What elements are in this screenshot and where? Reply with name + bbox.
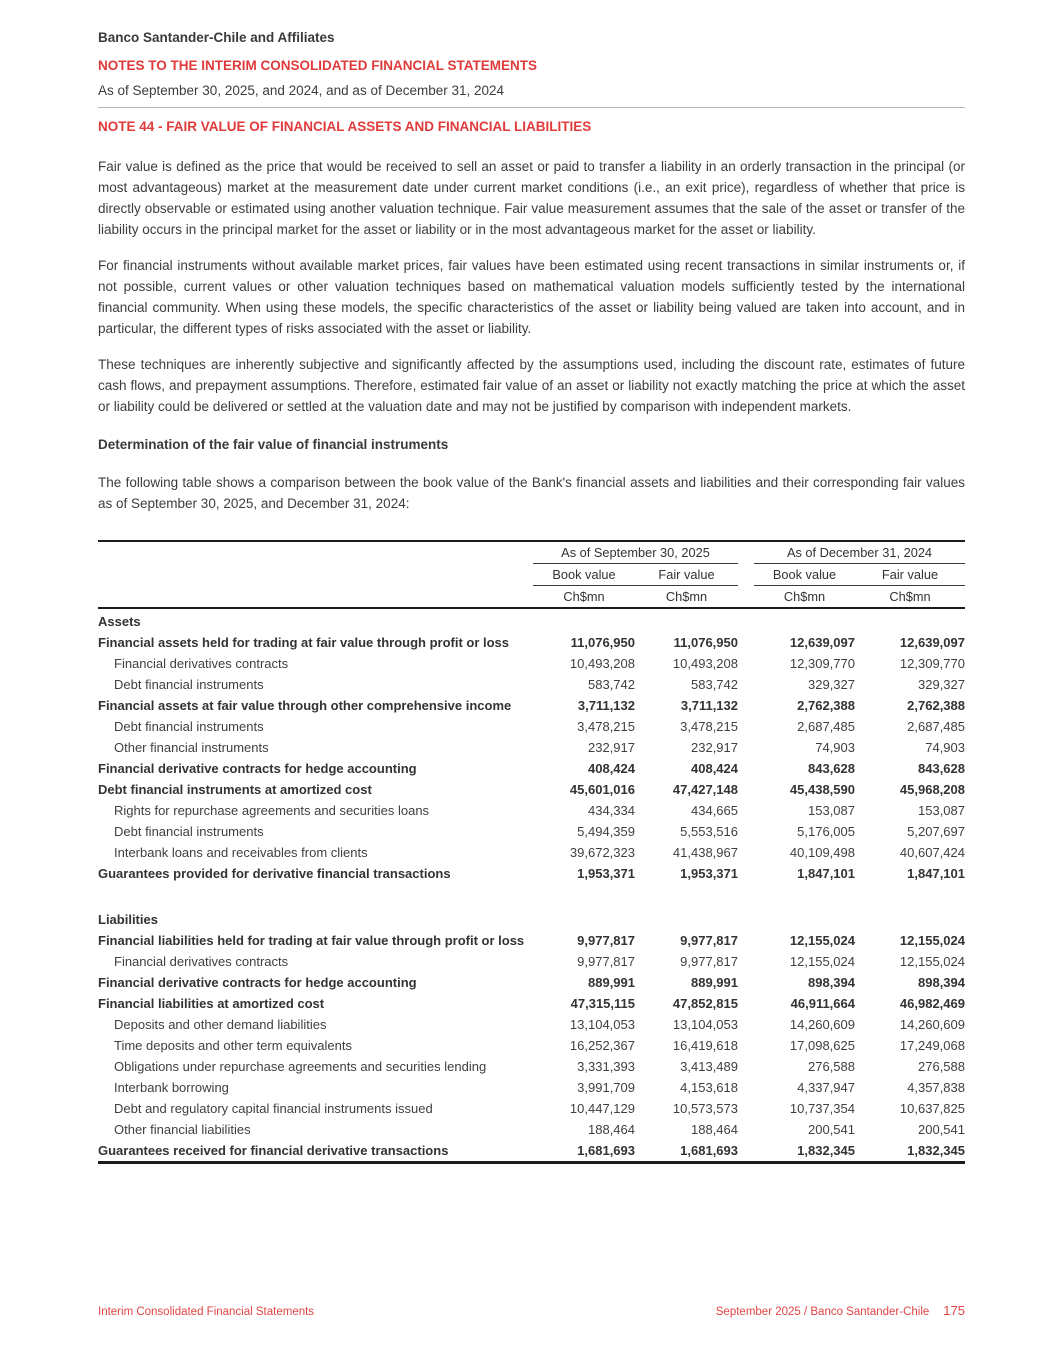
table-row — [98, 1098, 965, 1119]
column-gap — [738, 1119, 754, 1140]
cell-value: 2,762,388 — [907, 698, 965, 713]
subheading-determination: Determination of the fair value of financial instruments — [98, 437, 449, 452]
column-gap — [738, 564, 754, 586]
cell-value — [635, 907, 738, 930]
cell-value: 5,207,697 — [907, 824, 965, 839]
cell-value: 188,464 — [691, 1122, 738, 1137]
group-header-sep-2025: As of September 30, 2025 — [533, 541, 738, 564]
cell-value: 47,852,815 — [672, 996, 738, 1011]
paragraph-subjectivity: These techniques are inherently subjective and significantly affected by the assumptions used, including the discount rate, estimates of future cash flows, and prepayment assumptions. Therefore, estimated fair value of an asset or liability not exactly matching the price at which the asset or liability could be delivered or settled at the valuation date and may not be justified by comparison with independent markets. — [98, 357, 965, 414]
cell-value: 898,394 — [808, 975, 855, 990]
section-row — [98, 608, 965, 632]
row-label: Financial assets held for trading at fair value through profit or loss — [98, 635, 510, 650]
table-row — [98, 842, 965, 863]
table-row — [98, 716, 965, 737]
label-column-header — [98, 564, 533, 586]
column-gap — [738, 716, 754, 737]
cell-value: 11,076,950 — [673, 635, 738, 650]
header-divider — [98, 107, 965, 108]
column-gap — [738, 758, 754, 779]
footer-right-text: September 2025 / Banco Santander-Chile — [715, 1306, 930, 1318]
cell-value: 12,639,097 — [789, 635, 855, 650]
document-date-line: As of September 30, 2025, and 2024, and as of December 31, 2024 — [98, 83, 505, 98]
table-intro: The following table shows a comparison between the book value of the Bank's financial assets and liabilities and their corresponding fair values as of September 30, 2025, and December 31, 2024: — [98, 475, 965, 511]
cell-value: 9,977,817 — [680, 954, 738, 969]
cell-value: 188,464 — [588, 1122, 635, 1137]
cell-value: 13,104,053 — [672, 1017, 738, 1032]
column-gap — [738, 586, 754, 609]
cell-value: 1,847,101 — [907, 866, 965, 881]
cell-value: 12,309,770 — [899, 656, 965, 671]
cell-value: 5,553,516 — [680, 824, 738, 839]
row-label: Financial assets at fair value through other comprehensive income — [98, 698, 512, 713]
row-label: Assets — [98, 614, 141, 629]
table-row — [98, 1035, 965, 1056]
table-row — [98, 993, 965, 1014]
cell-value: 12,639,097 — [899, 635, 965, 650]
column-gap — [738, 993, 754, 1014]
cell-value: 74,903 — [925, 740, 965, 755]
document-title: NOTES TO THE INTERIM CONSOLIDATED FINANCIAL STATEMENTS — [98, 58, 538, 73]
cell-value: 2,687,485 — [907, 719, 965, 734]
cell-value: 408,424 — [588, 761, 635, 776]
cell-value: 276,588 — [808, 1059, 855, 1074]
paragraph-valuation-techniques: For financial instruments without available market prices, fair values have been estimated using recent transactions in similar instruments or, if not possible, current values or other valuation techniques based on mathematical valuation models sufficiently tested by the international financial community. When using these models, the specific characteristics of the asset or liability being valued are taken into account, and in particular, the different types of risks associated with the asset or liability. — [98, 258, 965, 336]
cell-value: 45,968,208 — [899, 782, 965, 797]
row-label: Financial derivative contracts for hedge accounting — [98, 975, 417, 990]
table-row — [98, 1056, 965, 1077]
paragraph-fair-value-definition: Fair value is defined as the price that would be received to sell an asset or paid to transfer a liability in an orderly transaction in the principal (or most advantageous) market at the measurement date under current market conditions (i.e., an exit price), regardless of whether that price is directly observable or estimated using another valuation technique. Fair value measurement assumes that the sale of the asset or transfer of the liability occurs in the principal market for the asset or liability or in the most advantageous market for the asset or liability. — [98, 159, 965, 237]
row-label: Financial liabilities held for trading at fair value through profit or loss — [98, 933, 525, 948]
label-column-header — [98, 586, 533, 609]
row-label: Interbank borrowing — [114, 1080, 229, 1095]
column-gap — [738, 1056, 754, 1077]
column-gap — [738, 779, 754, 800]
cell-value: 3,711,132 — [577, 698, 635, 713]
cell-value — [635, 608, 738, 632]
column-gap — [738, 800, 754, 821]
column-gap — [738, 737, 754, 758]
cell-value — [754, 907, 855, 930]
table-row — [98, 821, 965, 842]
cell-value: 17,249,068 — [899, 1038, 965, 1053]
row-label — [98, 884, 533, 907]
cell-value: 14,260,609 — [789, 1017, 855, 1032]
cell-value: 41,438,967 — [672, 845, 738, 860]
cell-value: 276,588 — [918, 1059, 965, 1074]
table-row — [98, 972, 965, 993]
cell-value: 843,628 — [918, 761, 965, 776]
column-gap — [738, 821, 754, 842]
column-gap — [738, 674, 754, 695]
section-row — [98, 907, 965, 930]
cell-value — [533, 884, 635, 907]
cell-value: 1,953,371 — [577, 866, 635, 881]
cell-value: 3,711,132 — [680, 698, 738, 713]
cell-value: 5,176,005 — [797, 824, 855, 839]
page-number: 175 — [943, 1303, 965, 1318]
cell-value: 16,252,367 — [569, 1038, 635, 1053]
cell-value — [754, 608, 855, 632]
table-body — [98, 608, 965, 1163]
column-gap — [738, 1140, 754, 1163]
label-column-header — [98, 541, 533, 564]
cell-value — [855, 907, 965, 930]
cell-value: 1,847,101 — [797, 866, 855, 881]
cell-value: 232,917 — [691, 740, 738, 755]
cell-value: 1,832,345 — [797, 1143, 855, 1158]
row-label: Debt financial instruments — [114, 677, 264, 692]
group-header-dec-2024: As of December 31, 2024 — [754, 541, 965, 564]
table-row — [98, 863, 965, 884]
cell-value: 2,687,485 — [797, 719, 855, 734]
row-label: Other financial instruments — [114, 740, 269, 755]
row-label: Financial derivative contracts for hedge accounting — [98, 761, 417, 776]
cell-value: 9,977,817 — [577, 933, 635, 948]
cell-value: 1,681,693 — [577, 1143, 635, 1158]
fair-value-table — [98, 540, 965, 1164]
cell-value: 12,155,024 — [899, 954, 965, 969]
cell-value: 434,665 — [691, 803, 738, 818]
company-name: Banco Santander-Chile and Affiliates — [98, 30, 335, 45]
row-label: Interbank loans and receivables from clients — [114, 845, 368, 860]
cell-value — [533, 907, 635, 930]
cell-value: 3,331,393 — [577, 1059, 635, 1074]
row-label: Guarantees received for financial derivative transactions — [98, 1143, 449, 1158]
table-row — [98, 695, 965, 716]
table-row — [98, 951, 965, 972]
table-row — [98, 737, 965, 758]
cell-value: 10,637,825 — [899, 1101, 965, 1116]
column-header-book-value-2025: Book value — [533, 564, 635, 586]
row-label: Other financial liabilities — [114, 1122, 251, 1137]
column-gap — [738, 608, 754, 632]
table-row — [98, 800, 965, 821]
cell-value — [855, 608, 965, 632]
cell-value: 153,087 — [918, 803, 965, 818]
cell-value: 898,394 — [918, 975, 965, 990]
cell-value: 10,493,208 — [672, 656, 738, 671]
table-row — [98, 674, 965, 695]
cell-value: 17,098,625 — [789, 1038, 855, 1053]
cell-value: 46,911,664 — [790, 996, 855, 1011]
cell-value — [754, 884, 855, 907]
cell-value: 40,109,498 — [789, 845, 855, 860]
cell-value: 45,438,590 — [789, 782, 855, 797]
cell-value: 3,478,215 — [577, 719, 635, 734]
unit-row — [98, 586, 965, 609]
cell-value: 9,977,817 — [680, 933, 738, 948]
column-gap — [738, 1098, 754, 1119]
row-label: Deposits and other demand liabilities — [114, 1017, 327, 1032]
cell-value: 329,327 — [808, 677, 855, 692]
cell-value: 10,573,573 — [672, 1101, 738, 1116]
cell-value: 10,493,208 — [569, 656, 635, 671]
footer-right-group — [716, 1303, 965, 1318]
cell-value: 13,104,053 — [569, 1017, 635, 1032]
cell-value: 843,628 — [808, 761, 855, 776]
column-header-row — [98, 564, 965, 586]
spacer-row — [98, 884, 965, 907]
cell-value: 40,607,424 — [899, 845, 965, 860]
cell-value: 47,427,148 — [672, 782, 738, 797]
unit-label: Ch$mn — [855, 586, 965, 609]
column-header-fair-value-2024: Fair value — [855, 564, 965, 586]
cell-value: 3,413,489 — [680, 1059, 738, 1074]
cell-value: 14,260,609 — [899, 1017, 965, 1032]
cell-value: 232,917 — [588, 740, 635, 755]
cell-value: 12,155,024 — [899, 933, 965, 948]
cell-value: 10,447,129 — [569, 1101, 635, 1116]
column-gap — [738, 1014, 754, 1035]
cell-value — [635, 884, 738, 907]
cell-value: 12,309,770 — [789, 656, 855, 671]
table-row — [98, 1077, 965, 1098]
table-row — [98, 1014, 965, 1035]
cell-value: 329,327 — [918, 677, 965, 692]
cell-value: 3,478,215 — [680, 719, 738, 734]
cell-value: 4,153,618 — [680, 1080, 738, 1095]
table-row — [98, 1140, 965, 1163]
column-gap — [738, 653, 754, 674]
column-header-book-value-2024: Book value — [754, 564, 855, 586]
cell-value: 5,494,359 — [577, 824, 635, 839]
column-header-fair-value-2025: Fair value — [635, 564, 738, 586]
column-gap — [738, 907, 754, 930]
row-label: Rights for repurchase agreements and securities loans — [114, 803, 430, 818]
column-gap — [738, 842, 754, 863]
row-label: Debt and regulatory capital financial instruments issued — [114, 1101, 433, 1116]
cell-value: 434,334 — [588, 803, 635, 818]
cell-value: 200,541 — [918, 1122, 965, 1137]
row-label: Debt financial instruments at amortized cost — [98, 782, 372, 797]
cell-value: 46,982,469 — [899, 996, 965, 1011]
column-gap — [738, 930, 754, 951]
cell-value: 45,601,016 — [569, 782, 635, 797]
cell-value: 1,953,371 — [680, 866, 738, 881]
cell-value — [533, 608, 635, 632]
unit-label: Ch$mn — [754, 586, 855, 609]
row-label: Financial derivatives contracts — [114, 954, 289, 969]
cell-value — [855, 884, 965, 907]
unit-label: Ch$mn — [533, 586, 635, 609]
cell-value: 889,991 — [691, 975, 738, 990]
column-gap — [738, 972, 754, 993]
table-header — [98, 541, 965, 608]
cell-value: 4,337,947 — [797, 1080, 855, 1095]
column-gap — [738, 1035, 754, 1056]
cell-value: 12,155,024 — [789, 954, 855, 969]
cell-value: 4,357,838 — [907, 1080, 965, 1095]
table-row — [98, 632, 965, 653]
cell-value: 153,087 — [808, 803, 855, 818]
page-content — [98, 30, 965, 1164]
row-label: Obligations under repurchase agreements and securities lending — [114, 1059, 487, 1074]
cell-value: 889,991 — [588, 975, 635, 990]
column-gap — [738, 632, 754, 653]
row-label: Debt financial instruments — [114, 719, 264, 734]
table-row — [98, 653, 965, 674]
cell-value: 11,076,950 — [570, 635, 635, 650]
table-row — [98, 758, 965, 779]
table-row — [98, 779, 965, 800]
cell-value: 583,742 — [691, 677, 738, 692]
cell-value: 39,672,323 — [569, 845, 635, 860]
cell-value: 16,419,618 — [672, 1038, 738, 1053]
page-footer — [98, 1303, 965, 1318]
cell-value: 47,315,115 — [570, 996, 635, 1011]
column-gap — [738, 695, 754, 716]
cell-value: 74,903 — [815, 740, 855, 755]
cell-value: 10,737,354 — [789, 1101, 855, 1116]
cell-value: 1,832,345 — [907, 1143, 965, 1158]
note-title: NOTE 44 - FAIR VALUE OF FINANCIAL ASSETS AND FINANCIAL LIABILITIES — [98, 119, 592, 134]
cell-value: 12,155,024 — [789, 933, 855, 948]
cell-value: 1,681,693 — [680, 1143, 738, 1158]
row-label: Liabilities — [98, 912, 158, 927]
cell-value: 583,742 — [588, 677, 635, 692]
column-gap — [738, 951, 754, 972]
table-row — [98, 930, 965, 951]
row-label: Financial derivatives contracts — [114, 656, 289, 671]
footer-left-text: Interim Consolidated Financial Statements — [98, 1306, 315, 1318]
row-label: Guarantees provided for derivative financial transactions — [98, 866, 451, 881]
column-gap — [738, 863, 754, 884]
cell-value: 9,977,817 — [577, 954, 635, 969]
unit-label: Ch$mn — [635, 586, 738, 609]
column-gap — [738, 884, 754, 907]
column-gap — [738, 541, 754, 564]
cell-value: 2,762,388 — [797, 698, 855, 713]
cell-value: 200,541 — [808, 1122, 855, 1137]
row-label: Time deposits and other term equivalents — [114, 1038, 352, 1053]
column-gap — [738, 1077, 754, 1098]
row-label: Financial liabilities at amortized cost — [98, 996, 325, 1011]
cell-value: 3,991,709 — [577, 1080, 635, 1095]
group-header-row — [98, 541, 965, 564]
cell-value: 408,424 — [691, 761, 738, 776]
table-row — [98, 1119, 965, 1140]
row-label: Debt financial instruments — [114, 824, 264, 839]
